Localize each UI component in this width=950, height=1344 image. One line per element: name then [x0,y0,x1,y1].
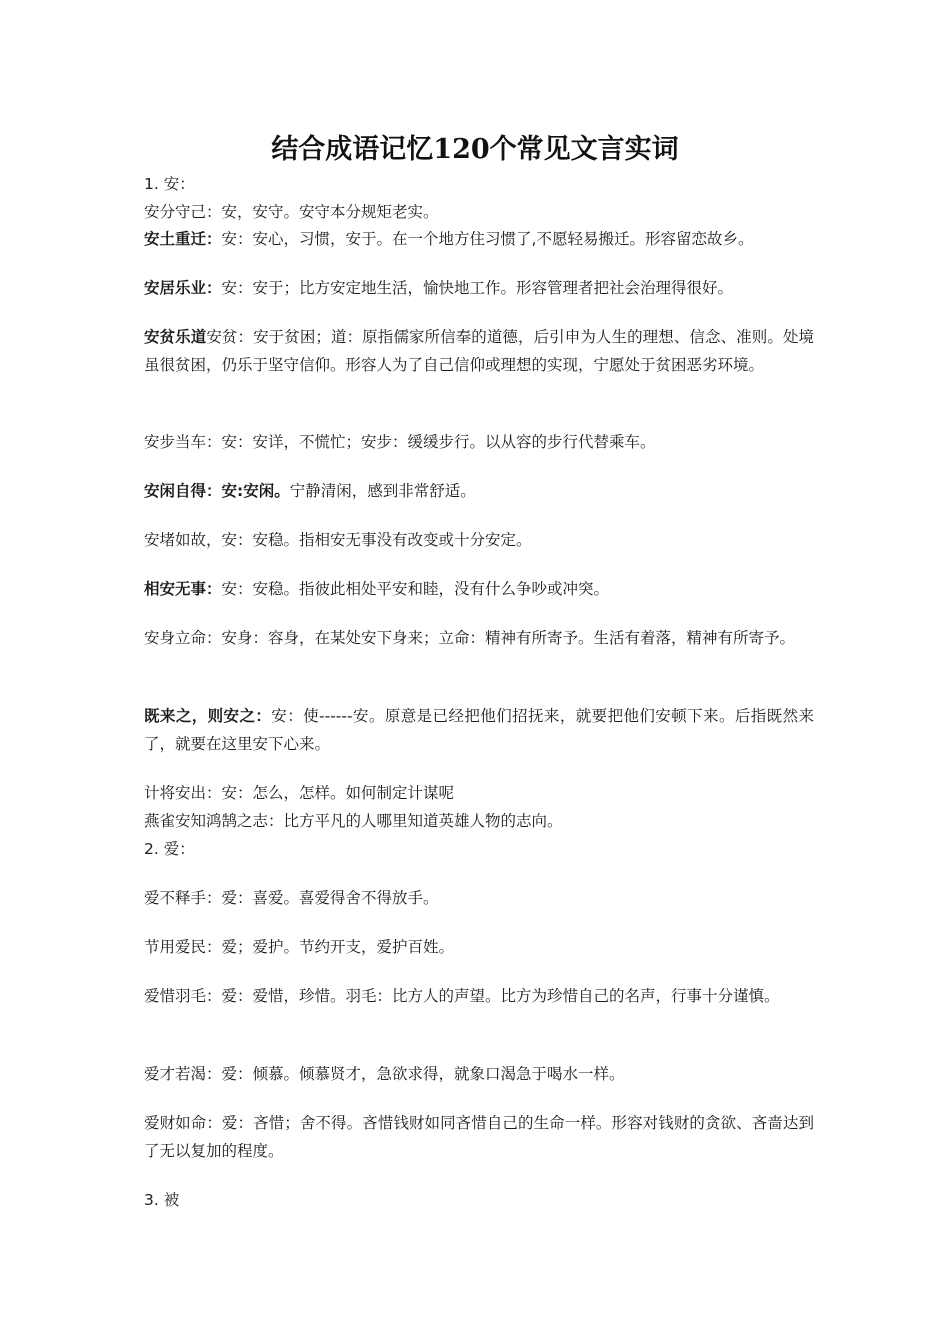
entry-term: 安居乐业： [144,279,222,297]
entry-text: 爱才若渴：爱：倾慕。倾慕贤才，急欲求得，就象口渴急于喝水一样。 [144,1065,625,1083]
entry [144,323,814,379]
entry-text: 安贫：安于贫困；道：原指儒家所信奉的道德，后引申为人生的理想、信念、准则。处境虽很贫困，仍乐于坚守信仰。形容人为了自己信仰或理想的实现，宁愿处于贫困恶劣环境。 [144,328,814,374]
entry [144,477,814,505]
entry-term: 安闲自得：安:安闲。 [144,482,290,500]
entry-text: 安：安于；比方安定地生活，愉快地工作。形容管理者把社会治理得很好。 [221,279,734,297]
entry-text: 安身立命：安身：容身，在某处安下身来；立命：精神有所寄予。生活有着落，精神有所寄予。 [144,629,796,647]
section-heading: 1. 安： [144,175,195,193]
entry-term: 安土重迁： [144,230,222,248]
entry-text: 安堵如故，安：安稳。指相安无事没有改变或十分安定。 [144,531,532,549]
entry-text: 安：安稳。指彼此相处平安和睦，没有什么争吵或冲突。 [221,580,610,598]
entry-term: 安贫乐道 [144,328,207,346]
entry-text: 安分守己：安，安守。安守本分规矩老实。 [144,203,439,221]
entry-text: 爱财如命：爱：吝惜；舍不得。吝惜钱财如同吝惜自己的生命一样。形容对钱财的贪欲、吝啬达到了无以复加的程度。 [144,1114,814,1160]
page-title: 结合成语记忆120个常见文言实词 [271,134,679,165]
entry-text: 计将安出：安：怎么，怎样。如何制定计谋呢 [144,784,455,802]
entry [144,884,814,912]
section-heading: 3. 被 [144,1191,180,1209]
entry [144,982,814,1010]
entry-text: 安：安心，习惯，安于。在一个地方住习惯了,不愿轻易搬迁。形容留恋故乡。 [221,230,754,248]
entry [144,1060,814,1088]
entry-term: 既来之，则安之： [144,707,272,725]
entry [144,624,814,652]
entry-text: 燕雀安知鸿鹄之志：比方平凡的人哪里知道英雄人物的志向。 [144,812,563,830]
entry [144,1109,814,1165]
entry [144,526,814,554]
entry-text: 安步当车：安：安详，不慌忙；安步：缓缓步行。以从容的步行代替乘车。 [144,433,656,451]
entry [144,779,814,807]
entry-text: 爱惜羽毛：爱：爱惜，珍惜。羽毛：比方人的声望。比方为珍惜自己的名声，行事十分谨慎。 [144,987,780,1005]
entry-text: 宁静清闲，感到非常舒适。 [289,482,476,500]
entry-text: 节用爱民：爱；爱护。节约开支，爱护百姓。 [144,938,455,956]
entry [144,702,814,758]
entry [144,428,814,456]
entry-text: 安：使------安。原意是已经把他们招抚来，就要把他们安顿下来。后指既然来了，就要在这里安下心来。 [144,707,814,753]
entry [144,933,814,961]
entry [144,274,814,302]
entry [144,225,814,253]
entry-text: 爱不释手：爱：喜爱。喜爱得舍不得放手。 [144,889,439,907]
entry [144,575,814,603]
entry-term: 相安无事： [144,580,222,598]
entry [144,807,814,835]
entry [144,198,814,226]
section-heading: 2. 爱： [144,840,195,858]
